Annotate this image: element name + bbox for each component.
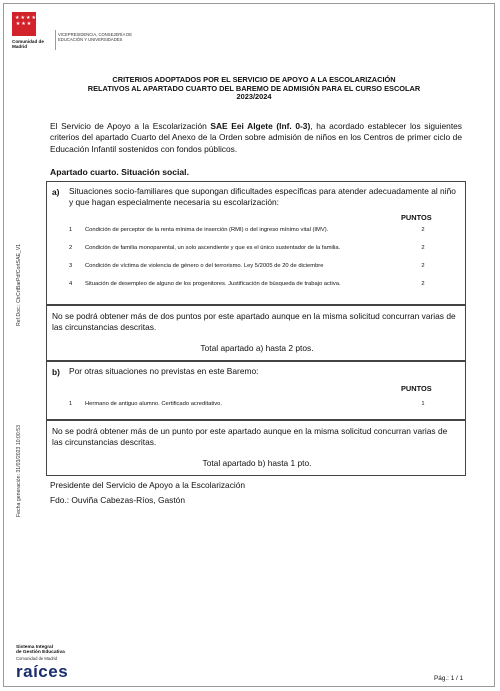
- item-points: 2: [421, 263, 425, 269]
- side-date-text: Fecha generación: 31/03/2023 10:00:53: [16, 424, 22, 517]
- section-b-total: Total apartado b) hasta 1 pto.: [202, 458, 312, 468]
- item-text: Condición de víctima de violencia de género o del terrorismo. Ley 5/2005 de 20 de diciembre: [85, 263, 324, 269]
- item-points: 2: [421, 245, 425, 251]
- section-b-note: No se podrá obtener más de un punto por este apartado aunque en la misma solicitud concurran varias de las circunstancias descritas.: [52, 426, 448, 448]
- title-line-3: 2023/2024: [236, 92, 272, 102]
- side-generation-date: [16, 402, 26, 517]
- footer-line-2: de Gestión Educativa: [16, 650, 65, 656]
- section-b-title: Por otras situaciones no previstas en este Baremo:: [69, 366, 259, 376]
- org-name: Comunidad de Madrid: [12, 39, 44, 49]
- section-a-note: No se podrá obtener más de dos puntos por este apartado aunque en la misma solicitud concurran varias de las circunstancias descritas.: [52, 311, 456, 333]
- logo-divider: [55, 30, 56, 50]
- item-number: 1: [69, 401, 73, 407]
- raices-wordmark: raíces: [16, 661, 69, 681]
- department-name: VICEPRESIDENCIA, CONSEJERÍA DE EDUCACIÓN Y UNIVERSIDADES: [58, 32, 132, 42]
- item-text: Hermano de antiguo alumno. Certificado acreditativo.: [85, 401, 222, 407]
- item-text: Situación de desempleo de alguno de los progenitores. Justificación de búsqueda de trabajo activa.: [85, 281, 341, 287]
- section-a-letter: a): [52, 187, 60, 197]
- section-b-puntos-header: PUNTOS: [401, 384, 432, 393]
- intro-paragraph: [50, 121, 462, 155]
- title-line-1: CRITERIOS ADOPTADOS POR EL SERVICIO DE APOYO A LA ESCOLARIZACIÓN: [112, 75, 396, 84]
- item-points: 2: [421, 227, 425, 233]
- intro-after: , ha acordado establecer los siguientes criterios del apartado Cuarto del Anexo de la Orden sobre admisión de niños en los Centros de primer ciclo de Educación Infantil sostenidos con fondos públicos.: [50, 121, 462, 154]
- section-b-note-box: [46, 420, 466, 476]
- section-a-note-box: [46, 305, 466, 361]
- section-b-box: [46, 361, 466, 420]
- item-points: 2: [421, 281, 425, 287]
- footer-line-1: Sistema Integral: [16, 645, 54, 650]
- intro-before: El Servicio de Apoyo a la Escolarización: [50, 121, 211, 131]
- item-text: Condición de familia monoparental, un solo ascendiente y que es el único sustentador de la familia.: [85, 245, 341, 251]
- section-a-puntos-header: PUNTOS: [401, 213, 432, 222]
- item-number: 3: [69, 263, 73, 269]
- side-reference: [16, 236, 26, 326]
- item-number: 2: [69, 245, 73, 251]
- comunidad-madrid-logo: [12, 12, 132, 52]
- side-reference-text: Ref.Doc.: CtrCrtBarPdfCortSAE_V1: [16, 243, 22, 326]
- section-a-title: Situaciones socio-familiares que supongan dificultades específicas para atender adecuadamente al niño y que hagan especialmente necesaria su escolarización:: [69, 186, 456, 207]
- signatory-title: Presidente del Servicio de Apoyo a la Escolarización: [50, 480, 246, 490]
- intro-center-name: SAE Eei Algete (Inf. 0-3): [210, 121, 311, 131]
- item-number: 1: [69, 227, 73, 233]
- madrid-flag-icon: ★★★★ ★★★: [12, 12, 36, 36]
- section-heading: Apartado cuarto. Situación social.: [50, 167, 189, 177]
- item-points: 1: [421, 401, 425, 407]
- section-a-box: [46, 181, 466, 305]
- item-text: Condición de perceptor de la renta mínima de inserción (RMI) o del ingreso mínimo vital (IMV).: [85, 227, 329, 233]
- section-a-total: Total apartado a) hasta 2 ptos.: [200, 343, 314, 353]
- page-number: Pág.: 1 / 1: [434, 675, 464, 682]
- document-title: [44, 76, 464, 102]
- title-line-2: RELATIVOS AL APARTADO CUARTO DEL BAREMO DE ADMISIÓN PARA EL CURSO ESCOLAR: [87, 83, 421, 93]
- signatory-name: Fdo.: Ouviña Cabezas-Ríos, Gastón: [50, 495, 185, 505]
- section-b-letter: b): [52, 367, 60, 377]
- raices-logo: [16, 645, 96, 680]
- item-number: 4: [69, 281, 73, 287]
- document-page: [3, 3, 495, 687]
- footer-line-3: Comunidad de Madrid: [16, 655, 58, 661]
